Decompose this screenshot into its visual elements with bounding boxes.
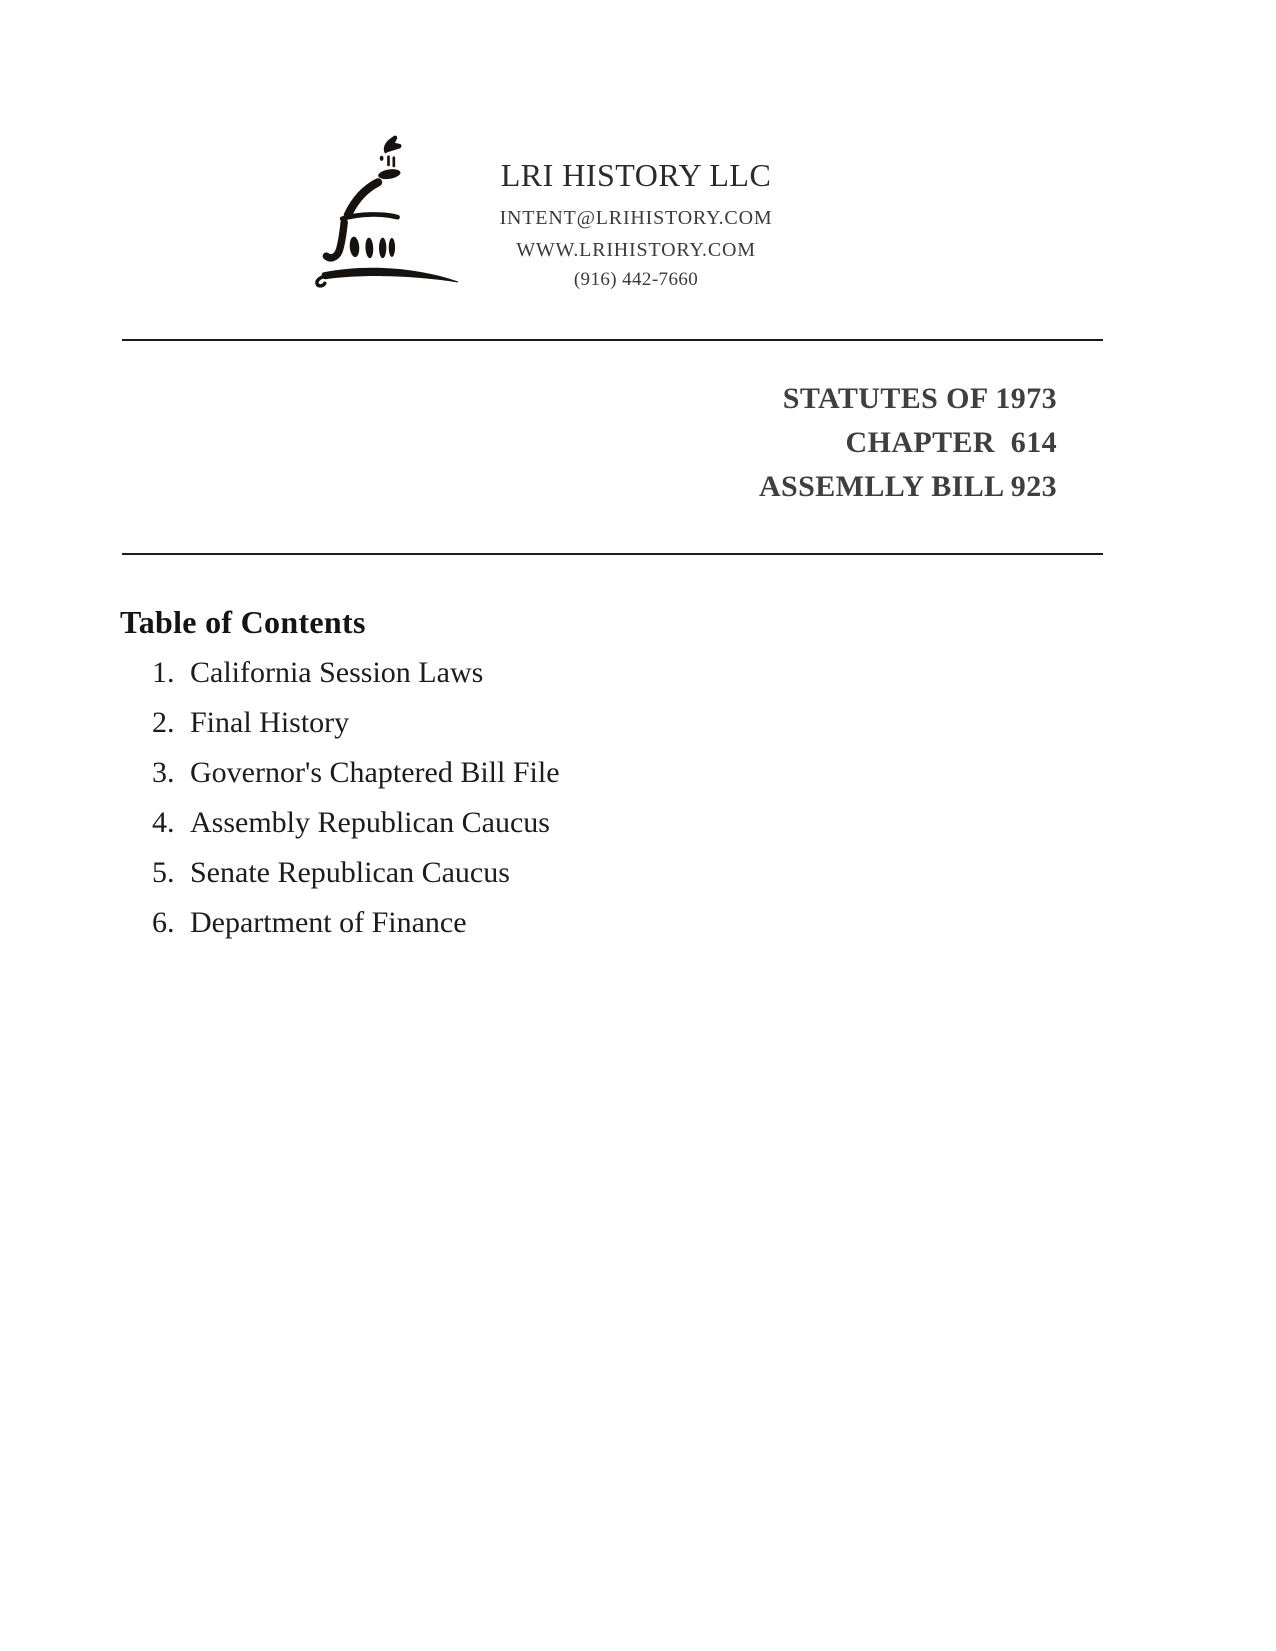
statute-title-block — [122, 377, 1103, 509]
statute-year-line: STATUTES OF 1973 — [782, 382, 1057, 415]
toc-item-number: 2. — [152, 706, 175, 739]
toc-item-label: California Session Laws — [190, 656, 484, 689]
company-website: WWW.LRIHISTORY.COM — [516, 239, 756, 261]
toc-list — [152, 648, 560, 948]
toc-heading: Table of Contents — [120, 603, 366, 640]
toc-item-number: 3. — [152, 756, 175, 789]
toc-item-number: 4. — [152, 806, 175, 839]
company-name: LRI HISTORY LLC — [500, 157, 772, 193]
toc-item-number: 6. — [152, 906, 175, 939]
toc-item — [152, 648, 560, 698]
toc-item-label: Assembly Republican Caucus — [190, 806, 550, 839]
horizontal-rule-bottom — [122, 553, 1103, 555]
horizontal-rule-top — [122, 339, 1103, 341]
toc-item — [152, 898, 560, 948]
toc-item — [152, 798, 560, 848]
capitol-logo — [294, 128, 458, 292]
toc-item — [152, 848, 560, 898]
statute-bill-line: ASSEMLLY BILL 923 — [758, 470, 1057, 503]
capitol-dome-icon — [294, 128, 458, 292]
company-email: INTENT@LRIHISTORY.COM — [499, 207, 773, 229]
toc-item-label: Department of Finance — [190, 906, 467, 939]
toc-item-label: Final History — [190, 706, 350, 739]
toc-item-label: Senate Republican Caucus — [190, 856, 510, 889]
toc-item-label: Governor's Chaptered Bill File — [190, 756, 560, 789]
toc-item — [152, 748, 560, 798]
toc-item-number: 1. — [152, 656, 175, 689]
toc-item-number: 5. — [152, 856, 175, 889]
company-phone: (916) 442-7660 — [573, 269, 699, 290]
statute-chapter-line: CHAPTER 614 — [845, 426, 1057, 459]
toc-item — [152, 698, 560, 748]
